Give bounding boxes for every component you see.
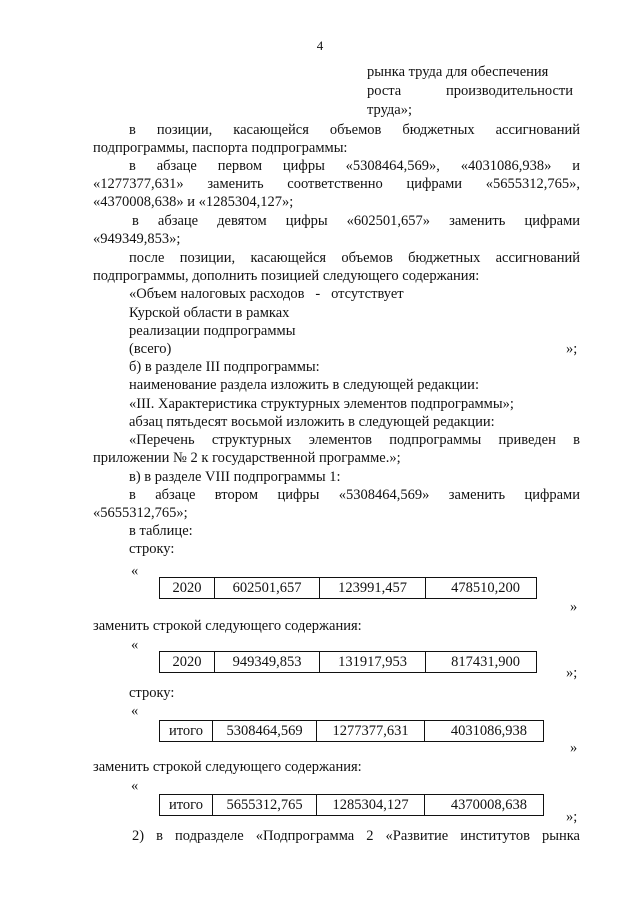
text-line: в абзаце втором цифры «5308464,569» заменить цифрами — [129, 487, 580, 503]
text-line: в абзаце девятом цифры «602501,657» заменить цифрами — [132, 213, 580, 229]
text-line: подпрограммы, паспорта подпрограммы: — [93, 140, 348, 156]
text-line: подпрограммы, дополнить позицией следующего содержания: — [93, 268, 480, 284]
text-line: 2) в подразделе «Подпрограмма 2 «Развитие институтов рынка — [132, 828, 580, 844]
text-line: в таблице: — [129, 523, 193, 539]
data-table — [159, 651, 537, 673]
table-cell: 478510,200 — [426, 578, 537, 599]
text-line: рынка труда для обеспечения — [367, 64, 549, 80]
text-line: «Объем налоговых расходов - отсутствует — [129, 286, 404, 302]
data-table — [159, 720, 544, 742]
text-line: строку: — [129, 541, 175, 557]
table-row — [160, 578, 537, 599]
text-line: наименование раздела изложить в следующей редакции: — [129, 377, 479, 393]
opening-quote: « — [131, 637, 139, 653]
table-cell: 5308464,569 — [213, 721, 317, 742]
text-line: Курской области в рамках — [129, 305, 290, 321]
table-cell: 4031086,938 — [425, 721, 544, 742]
table-cell: итого — [160, 795, 213, 816]
text-line: «4370008,638» и «1285304,127»; — [93, 194, 294, 210]
text-line: приложении № 2 к государственной программе.»; — [93, 450, 401, 466]
table-cell: 4370008,638 — [425, 795, 544, 816]
text-line: «949349,853»; — [93, 231, 181, 247]
text-line: абзац пятьдесят восьмой изложить в следующей редакции: — [129, 414, 495, 430]
table-row — [160, 652, 537, 673]
table-cell: 949349,853 — [215, 652, 320, 673]
data-table — [159, 794, 544, 816]
text-line: заменить строкой следующего содержания: — [93, 618, 362, 634]
text-line: строку: — [129, 685, 175, 701]
text-line: в позиции, касающейся объемов бюджетных ассигнований — [129, 122, 580, 138]
closing-quote: »; — [566, 341, 578, 357]
text-line: (всего) — [129, 341, 172, 357]
page-number: 4 — [316, 38, 324, 53]
table-cell: 5655312,765 — [213, 795, 317, 816]
text-line: б) в разделе III подпрограммы: — [129, 359, 320, 375]
table-cell: 1285304,127 — [317, 795, 425, 816]
closing-quote: »; — [566, 809, 578, 825]
text-line: производительности — [446, 83, 573, 99]
table-cell: итого — [160, 721, 213, 742]
text-line: после позиции, касающейся объемов бюджетных ассигнований — [129, 250, 580, 266]
text-line: заменить строкой следующего содержания: — [93, 759, 362, 775]
text-line: «III. Характеристика структурных элементов подпрограммы»; — [129, 396, 514, 412]
table-row — [160, 795, 544, 816]
text-line: роста — [367, 83, 402, 99]
table-cell: 817431,900 — [426, 652, 537, 673]
text-line: «Перечень структурных элементов подпрограммы приведен в — [129, 432, 580, 448]
text-line: в) в разделе VIII подпрограммы 1: — [129, 469, 341, 485]
opening-quote: « — [131, 563, 139, 579]
data-table — [159, 577, 537, 599]
opening-quote: « — [131, 703, 139, 719]
table-cell: 1277377,631 — [317, 721, 425, 742]
text-line: «5655312,765»; — [93, 505, 188, 521]
table-cell: 2020 — [160, 652, 215, 673]
closing-quote: » — [570, 599, 578, 615]
text-line: «1277377,631» заменить соответственно цифрами «5655312,765», — [93, 176, 580, 192]
text-line: в абзаце первом цифры «5308464,569», «4031086,938» и — [129, 158, 580, 174]
opening-quote: « — [131, 778, 139, 794]
table-cell: 602501,657 — [215, 578, 320, 599]
table-cell: 123991,457 — [320, 578, 426, 599]
text-line: труда»; — [367, 102, 413, 118]
table-row — [160, 721, 544, 742]
closing-quote: »; — [566, 665, 578, 681]
table-cell: 131917,953 — [320, 652, 426, 673]
table-cell: 2020 — [160, 578, 215, 599]
text-line: реализации подпрограммы — [129, 323, 296, 339]
closing-quote: » — [570, 740, 578, 756]
